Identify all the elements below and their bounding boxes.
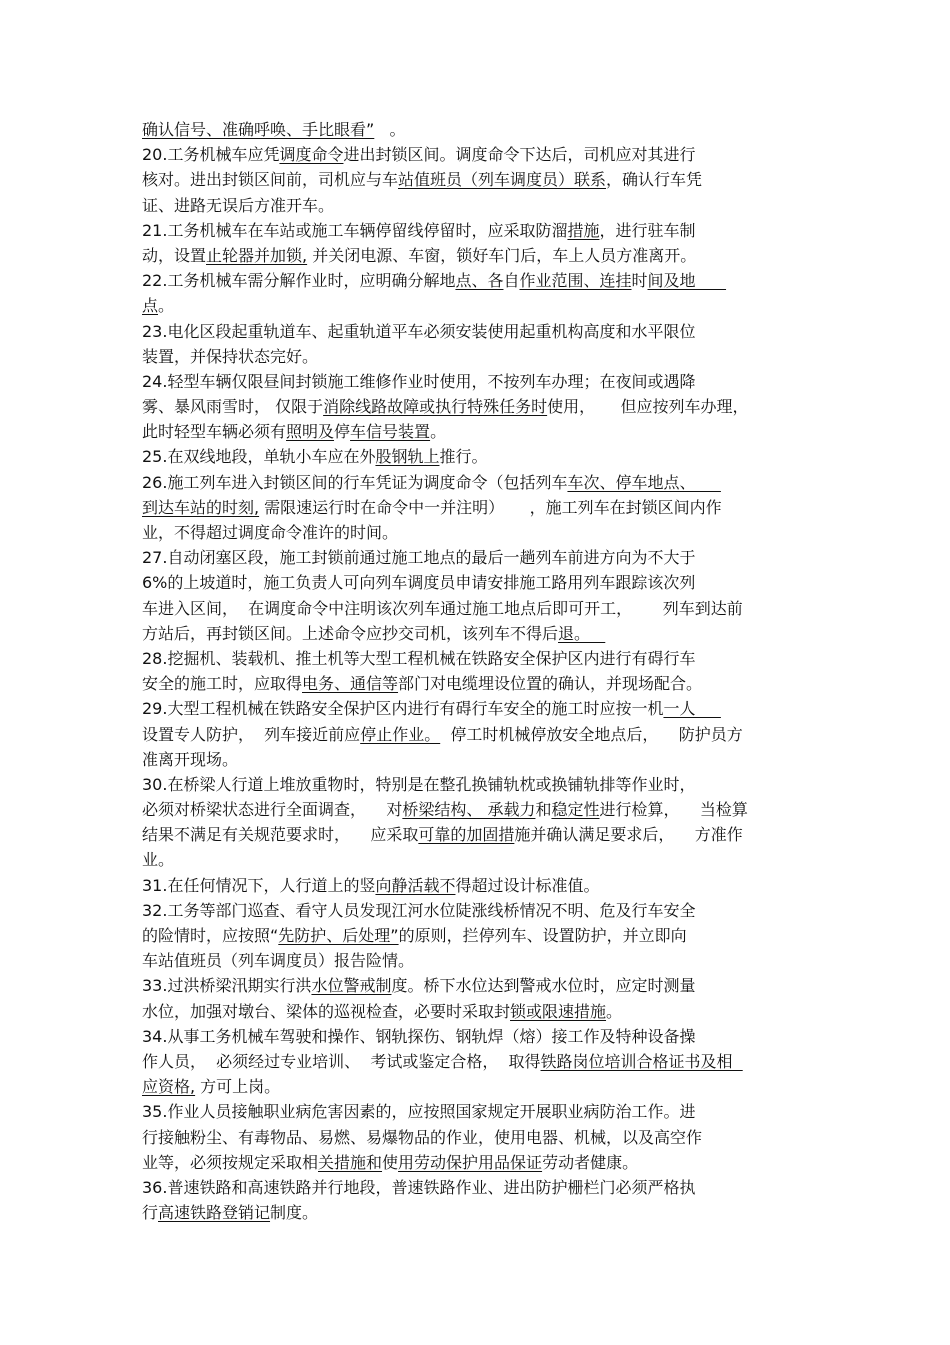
underlined-answer: 照明及 (286, 422, 335, 442)
text-segment: 20.工务机械车应凭 (142, 145, 280, 165)
text-line (142, 1200, 810, 1225)
text-line (142, 495, 810, 520)
text-line (142, 520, 810, 545)
text-line (142, 847, 810, 872)
text-segment: 安全的施工时，应取得 (142, 674, 303, 694)
text-segment: 设置专人防护， 列车接近前应 (142, 724, 361, 744)
text-segment: 进行检算， 当检算 (599, 800, 748, 820)
text-segment: 36.普速铁路和高速铁路并行地段，普速铁路作业、进出防护栅栏门必须严格执 (142, 1177, 696, 1197)
text-segment: 。 (606, 1001, 623, 1021)
text-segment: 水位，加强对墩台、梁体的巡视检查，必要时采取封 (142, 1001, 511, 1021)
text-segment: 33.过洪桥梁汛期实行洪 (142, 976, 312, 996)
text-segment: 行 (142, 1203, 159, 1223)
underlined-answer: 应资格, (142, 1077, 196, 1097)
text-line (142, 973, 810, 998)
underlined-answer: 止轮器并加锁, (206, 245, 308, 265)
text-segment: 32.工务等部门巡查、看守人员发现江河水位陡涨线桥情况不明、危及行车安全 (142, 900, 696, 920)
text-line (142, 797, 810, 822)
text-segment: 制度。 (270, 1203, 319, 1223)
underlined-answer: 间及地 (647, 271, 727, 291)
underlined-answer: 先防护、后处理” (278, 926, 399, 945)
text-line (142, 1099, 810, 1124)
underlined-answer: 点、各 (455, 271, 504, 291)
text-line (142, 1150, 810, 1175)
text-line (142, 444, 810, 469)
text-segment: 26.施工列车进入封锁区间的行车凭证为调度命令（包括列车 (142, 472, 568, 492)
text-line (142, 1125, 810, 1150)
text-segment: 推行。 (439, 447, 488, 467)
text-line (142, 1024, 810, 1049)
text-line (142, 470, 810, 495)
underlined-answer: 铁路岗位培训合格证书及相 (540, 1051, 743, 1071)
text-line (142, 344, 810, 369)
text-line (142, 948, 810, 973)
underlined-answer: 电务、通信等 (302, 674, 399, 694)
text-segment: 度。桥下水位达到警戒水位时，应定时测量 (391, 976, 696, 996)
underlined-answer: 站值班员（列车调度员）联系 (398, 170, 607, 190)
text-segment: 使 (382, 1152, 399, 1172)
text-line (142, 923, 810, 948)
underlined-answer: 到达车站的时刻, (142, 497, 260, 517)
text-segment: 需限速运行时在命令中一并注明） ，施工列车在封锁区间内作 (259, 497, 722, 517)
text-line (142, 142, 810, 167)
text-segment: 时 (631, 271, 648, 291)
text-segment: 35.作业人员接触职业病危害因素的，应按照国家规定开展职业病防治工作。进 (142, 1102, 696, 1122)
text-segment: 的原则，拦停列车、设置防护，并立即向 (398, 926, 687, 945)
text-line (142, 822, 810, 847)
text-segment: 劳动者健康。 (542, 1152, 639, 1172)
underlined-answer: 水位警戒制 (311, 976, 392, 996)
text-segment: 24.轻型车辆仅限昼间封锁施工维修作业时使用，不按列车办理；在夜间或遇降 (142, 371, 696, 391)
text-line (142, 218, 810, 243)
text-segment: 方可上岗。 (195, 1077, 281, 1097)
underlined-answer: 点 (142, 296, 159, 316)
underlined-answer: 作业范围、连挂 (519, 271, 632, 291)
text-segment: 使用， 但应按列车办理， (547, 397, 749, 417)
text-segment: 31.在任何情况下，人行道上的竖 (142, 875, 376, 895)
underlined-answer: 一人 (663, 699, 721, 719)
text-segment: 方站后，再封锁区间。上述命令应抄交司机，该列车不得后 (142, 623, 559, 643)
text-segment: 。 (374, 120, 406, 139)
text-segment: 。 (430, 422, 447, 442)
underlined-answer: 措施 (567, 220, 600, 240)
text-line (142, 167, 810, 192)
document-body (142, 117, 810, 1225)
text-line (142, 369, 810, 394)
text-segment: 行接触粉尘、有毒物品、易燃、易爆物品的作业，使用电器、机械，以及高空作 (142, 1127, 703, 1147)
text-segment: 业。 (142, 850, 175, 870)
underlined-answer: 可靠的加固措 (418, 825, 515, 845)
text-segment: 29.大型工程机械在铁路安全保护区内进行有碍行车安全的施工时应按一机 (142, 699, 664, 719)
text-segment: 和 (535, 800, 552, 820)
underlined-answer: 锁或限速措施 (510, 1001, 607, 1021)
underlined-answer: 确认信号、准确呼唤、手比眼看” (142, 120, 375, 139)
underlined-answer: 稳定性 (551, 800, 600, 820)
text-line (142, 419, 810, 444)
underlined-answer: 车信号装置 (350, 422, 431, 442)
text-segment: 停 (334, 422, 351, 442)
text-segment: 证、进路无误后方准开车。 (142, 195, 335, 215)
text-segment: 34.从事工务机械车驾驶和操作、钢轨探伤、钢轨焊（熔）接工作及特种设备操 (142, 1026, 696, 1046)
text-line (142, 268, 810, 293)
underlined-answer: 用劳动保护用品保证 (398, 1152, 543, 1172)
text-segment: 施并确认满足要求后， 方准作 (514, 825, 743, 845)
text-line (142, 772, 810, 797)
text-segment: 27.自动闭塞区段，施工封锁前通过施工地点的最后一趟列车前进方向为不大于 (142, 548, 696, 568)
text-line (142, 545, 810, 570)
text-segment: 必须对桥梁状态进行全面调查， 对 (142, 800, 403, 820)
text-line (142, 696, 810, 721)
text-segment: 6%的上坡道时，施工负责人可向列车调度员申请安排施工路用列车跟踪该次列 (142, 573, 696, 593)
text-line (142, 117, 810, 142)
text-segment: 部门对电缆埋设位置的确认，并现场配合。 (398, 674, 703, 694)
text-line (142, 1049, 810, 1074)
text-segment: 业等，必须按规定采取相 (142, 1152, 319, 1172)
text-line (142, 873, 810, 898)
text-line (142, 898, 810, 923)
underlined-answer: 桥梁结构、 承载力 (402, 800, 536, 820)
underlined-answer: 车次、停车地点、 (567, 472, 721, 492)
underlined-answer: 调度命令 (279, 145, 344, 165)
text-segment: 。 (158, 296, 175, 316)
text-segment: 准离开现场。 (142, 749, 239, 769)
text-segment: 28.挖掘机、装载机、推土机等大型工程机械在铁路安全保护区内进行有碍行车 (142, 648, 696, 668)
text-segment: 车进入区间， 在调度命令中注明该次列车通过施工地点后即可开工， 列车到达前 (142, 598, 743, 618)
text-segment: 得超过设计标准值。 (455, 875, 600, 895)
text-line (142, 1074, 810, 1099)
underlined-answer: 高速铁路登销记 (158, 1203, 271, 1223)
text-segment: 23.电化区段起重轨道车、起重轨道平车必须安装使用起重机构高度和水平限位 (142, 321, 696, 341)
underlined-answer: 消除线路故障或执行特殊任务时 (323, 397, 548, 417)
underlined-answer: 股钢轨上 (375, 447, 440, 467)
text-segment: 动，设置 (142, 245, 207, 265)
text-line (142, 570, 810, 595)
text-segment: ，确认行车凭 (606, 170, 703, 190)
text-line (142, 596, 810, 621)
text-line (142, 1175, 810, 1200)
text-segment: 车站值班员（列车调度员）报告险情。 (142, 951, 415, 971)
text-line (142, 243, 810, 268)
text-segment: 核对。进出封锁区间前，司机应与车 (142, 170, 399, 190)
text-segment: 业，不得超过调度命令准许的时间。 (142, 523, 399, 542)
text-line (142, 193, 810, 218)
text-line (142, 394, 810, 419)
text-segment: 作人员， 必须经过专业培训、 考试或鉴定合格， 取得 (142, 1051, 541, 1071)
text-segment: 停工时机械停放安全地点后， 防护员方 (440, 724, 743, 744)
text-line (142, 671, 810, 696)
text-line (142, 722, 810, 747)
underlined-answer: 向静活载不 (375, 875, 456, 895)
text-segment: 并关闭电源、车窗，锁好车门后，车上人员方准离开。 (307, 245, 697, 265)
text-segment: 22.工务机械车需分解作业时，应明确分解地 (142, 271, 456, 291)
text-line (142, 646, 810, 671)
text-segment: 自 (503, 271, 520, 291)
text-segment: 装置，并保持状态完好。 (142, 346, 319, 366)
underlined-answer: 退。 (558, 623, 606, 643)
text-segment: 此时轻型车辆必须有 (142, 422, 287, 442)
text-line (142, 293, 810, 318)
text-segment: 30.在桥梁人行道上堆放重物时，特别是在整孔换铺轨枕或换铺轨排等作业时， (142, 774, 696, 794)
text-segment: 雾、暴风雨雪时， 仅限于 (142, 397, 324, 417)
text-segment: ，进行驻车制 (599, 220, 696, 240)
underlined-answer: 关措施和 (318, 1152, 383, 1172)
text-segment: 的险情时，应按照“ (142, 926, 279, 945)
underlined-answer: 停止作业。 (360, 724, 441, 744)
text-segment: 结果不满足有关规范要求时， 应采取 (142, 825, 419, 845)
text-line (142, 999, 810, 1024)
text-segment: 25.在双线地段，单轨小车应在外 (142, 447, 376, 467)
text-segment: 进出封锁区间。调度命令下达后，司机应对其进行 (343, 145, 696, 165)
text-line (142, 747, 810, 772)
text-line (142, 621, 810, 646)
text-line (142, 319, 810, 344)
text-segment: 21.工务机械车在车站或施工车辆停留线停留时，应采取防溜 (142, 220, 568, 240)
